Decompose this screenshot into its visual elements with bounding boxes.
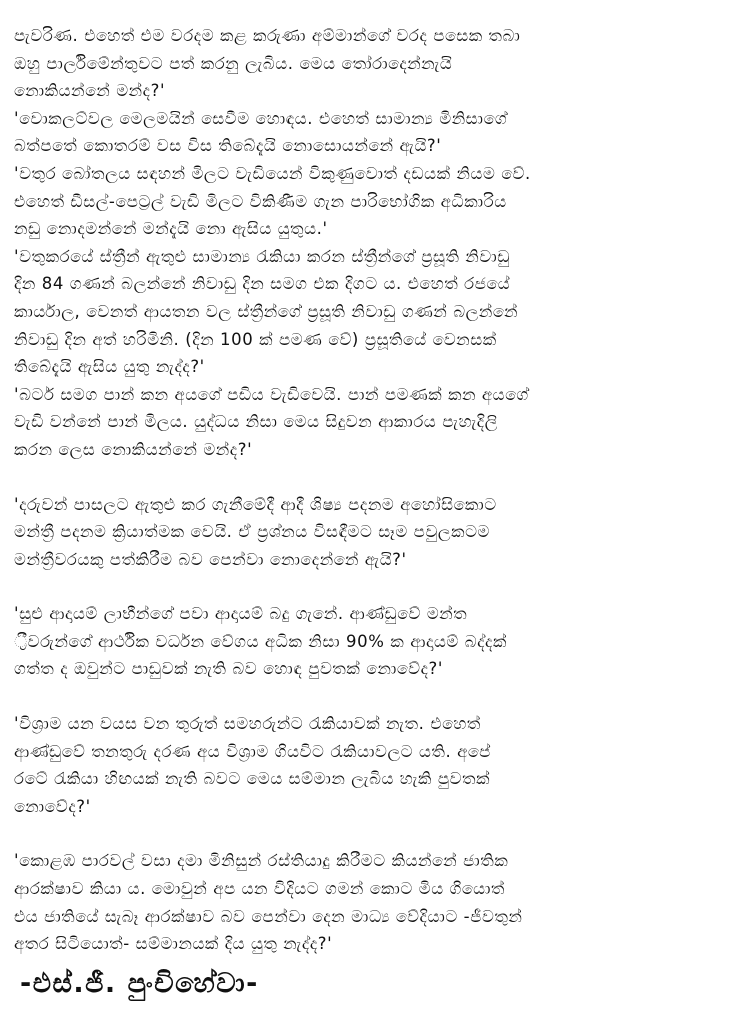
text-line: 'කොළඹ පාරවල් වසා දමා මිනිසුන් රස්තියාදු කිරීමට කියන්නේ ජාතික bbox=[14, 851, 509, 871]
paragraph-1 bbox=[14, 22, 736, 105]
text-line: 'වතුකරයේ ස්ත්‍රීන් ඇතුළු සාමාන්‍ය රැකියා කරන ස්ත්‍රීන්ගේ ප්‍රසූති නිවාඩු bbox=[14, 246, 511, 266]
text-line: නොකියන්නේ මන්ද?' bbox=[14, 81, 166, 101]
paragraph-spacer bbox=[14, 820, 736, 847]
text-line: 'වතුර බෝතලය සඳහන් මිලට වැඩියෙන් විකුණුවොත් දඩයක් නියම වේ. bbox=[14, 163, 531, 183]
text-line: 'දරුවන් පාසලට ඇතුළු කර ගැනීමේදී ආදී ශිෂ්‍ය පදනම අහෝසිකොට bbox=[14, 494, 497, 514]
text-line: මන්ත්‍රී පදනම ක්‍රියාත්මක වෙයි. ඒ ප්‍රශ්නය විසඳීමට සෑම පවුලකටම bbox=[14, 522, 491, 542]
paragraph-spacer bbox=[14, 683, 736, 710]
text-line: තිබේදැයි ඇසිය යුතු නැද්ද?' bbox=[14, 357, 205, 377]
text-line: නඩු නොදමන්නේ මන්දැයි නො ඇසිය යුතුය.' bbox=[14, 219, 328, 239]
text-line: නිවාඩු දින අත් හරිමිනි. (දින 100 ක් පමණ වේ) ප්‍රසූතියේ වෙනසක් bbox=[14, 329, 497, 349]
paragraph-6 bbox=[14, 491, 736, 574]
text-line: බත්පතේ කොතරම් වස විස තිබේදැයි නොසොයන්නේ ඇයි?' bbox=[14, 136, 442, 156]
paragraph-9 bbox=[14, 847, 736, 957]
paragraph-spacer bbox=[14, 464, 736, 491]
paragraph-5 bbox=[14, 381, 736, 464]
text-line: ්‍රීවරුන්ගේ ආර්ථික වර්ධන වේගය අධික නිසා 90% ක ආදායම් බද්දක් bbox=[14, 631, 507, 651]
paragraph-2 bbox=[14, 105, 736, 160]
text-line: කාර්යාල, වෙනත් ආයතන වල ස්ත්‍රීන්ගේ ප්‍රසූති නිවාඩු ගණන් බලන්නේ bbox=[14, 301, 519, 321]
text-line: එය ජාතියේ සැබෑ ආරක්ෂාව බව පෙන්වා දෙන මාධ්‍ය වේදියාට -ජීවතුන් bbox=[14, 906, 523, 926]
article-body bbox=[14, 22, 736, 1004]
text-line: මන්ත්‍රීවරයකු පත්කිරීම බව පෙන්වා නොදෙන්නේ ඇයි?' bbox=[14, 549, 407, 569]
paragraph-7 bbox=[14, 600, 736, 683]
text-line: 'සුළු ආදායම් ලාභීන්ගේ පවා ආදායම් බදු ගැනේ. ආණ්ඩුවේ මන්ත bbox=[14, 604, 468, 624]
text-line: නොවේද?' bbox=[14, 796, 91, 816]
text-line: 'විශ්‍රාම යන වයස වන තුරුත් සමහරුන්ට රැකියාවක් නැත. එහෙත් bbox=[14, 714, 481, 734]
paragraph-3 bbox=[14, 160, 736, 243]
text-line: ගත්ත ද ඔවුන්ට පාඩුවක් නැති බව හොඳ පුවතක් නොවේද?' bbox=[14, 659, 444, 679]
paragraph-8 bbox=[14, 710, 736, 820]
text-line: අතර සිටියොත්- සම්මානයක් දිය යුතු නැද්ද?' bbox=[14, 934, 333, 954]
text-line: රටේ රැකියා හිඟයක් නැති බවට මෙය සම්මාන ලැබිය හැකි පුවතක් bbox=[14, 769, 491, 789]
text-line: ආණ්ඩුවේ තනතුරු දරණ අය විශ්‍රාම ගියවිට රැකියාවලට යති. අපේ bbox=[14, 741, 491, 761]
author-signature: -එස්.ජී. පුංචිහේවා- bbox=[20, 967, 259, 999]
text-line: 'වොකලට්වල මෙලමයින් සෙවීම හොඳය. එහෙත් සාමාන්‍ය මිනිසාගේ bbox=[14, 108, 508, 128]
paragraph-spacer bbox=[14, 573, 736, 600]
text-line: දින 84 ගණන් බලන්නේ නිවාඩු දින සමග එක දිගට ය. එහෙත් රජයේ bbox=[14, 274, 511, 294]
paragraph-4 bbox=[14, 243, 736, 381]
text-line: වැඩි වන්නේ පාන් මිලය. යුද්ධය නිසා මෙය සිදුවන ආකාරය පැහැදිලි bbox=[14, 412, 498, 432]
text-line: කරන ලෙස නොකියන්නේ මන්ද?' bbox=[14, 439, 253, 459]
text-line: ආරක්ෂාව කියා ය. මොවුන් අප යන විදියට ගමන් කොට මිය ගියොත් bbox=[14, 879, 506, 899]
text-line: එහෙත් ඩීසල්-පෙට්‍රල් වැඩි මිලට විකිණීම ගැන පාරිභෝගික අධිකාරිය bbox=[14, 191, 507, 211]
text-line: පැවරිණ. එහෙත් එම වරදම කළ කරුණා අම්මාන්ගේ වරද පසෙක තබා bbox=[14, 26, 521, 45]
text-line: 'බටර් සමග පාන් කන අයගේ පඩිය වැඩිවෙයි. පාන් පමණක් කන අයගේ bbox=[14, 384, 529, 404]
text-line: ඔහු පාර්ලිමේන්තුවට පත් කරනු ලැබිය. මෙය තෝරාදෙන්නැයි bbox=[14, 53, 453, 73]
